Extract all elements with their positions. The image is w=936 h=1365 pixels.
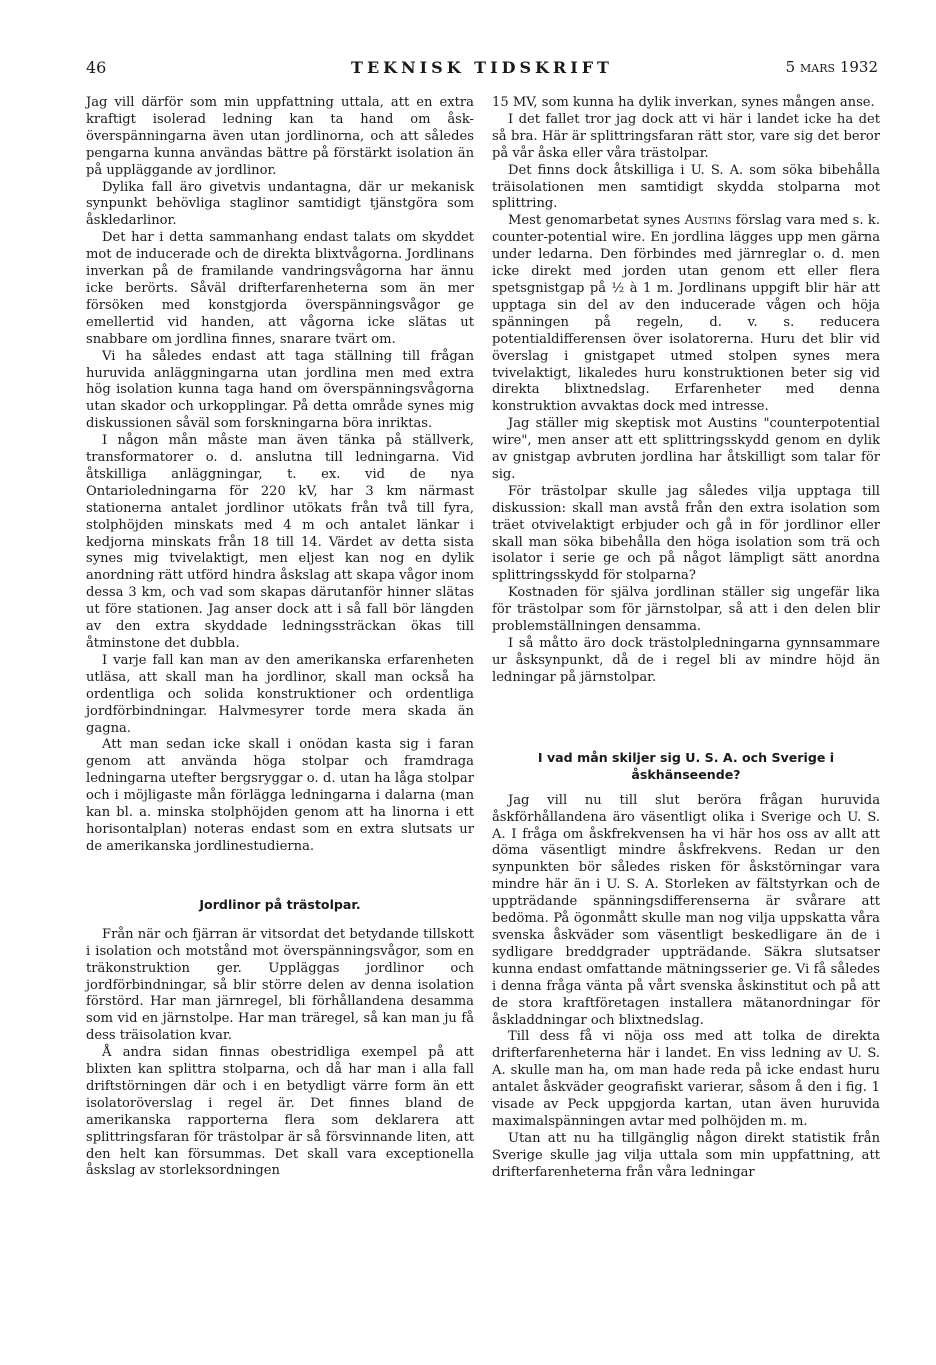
paragraph-text: Mest genomarbetat synes xyxy=(508,213,685,229)
right-column xyxy=(492,95,880,1182)
section-heading: Jordlinor på trästolpar. xyxy=(199,896,361,912)
paragraph: Å andra sidan finnas obestridliga exempel på att blixten kan splittra stolparna, och då har man i alla fall driftstörningen där och i en betydligt värre form än ett isolatoröverslag i regel är. Det finnes bland de amerikanska rapporterna flera som deklarera att splittringsfaran för trästolpar är så försvinnande liten, att den helt kan försummas. Det skall vara exceptionella åskslag av storleksordningen xyxy=(86,1045,474,1179)
issue-date xyxy=(786,58,878,76)
paragraph-text: förslag vara med s. k. counter-potential wire. En jordlina lägges upp men gärna under ledarna. Den förbindes med järnreglar o. d. men icke direkt med jorden utan genom ett eller flera spetsgnistgap på ½ à 1 m. Jordlinans uppgift blir här att upptaga sin del av den inducerade vågen och höja spänningen på regeln, d. v. s. reducera potentialdifferensen över isolatorerna. Huru det blir vid överslag i gnistgapet utmed stolpen synes mera tvivelaktigt, likaledes huru konstruktionen beter sig vid direkta blixtnedslag. Erfarenheter med denna konstruktion avvaktas dock med intresse. xyxy=(492,213,880,415)
paragraph: Jag vill nu till slut beröra frågan huruvida åskförhållandena äro väsentligt olika i Sverige och U. S. A. I fråga om åskfrekvensen ha vi här hos oss av allt att döma väsentligt mindre åskfrekvens. Redan ur den synpunkten bör således risken för åskstörningar vara mindre här än i U. S. A. Storleken av fältstyrkan och de uppträdande spänningsdifferenserna är svårare att bedöma. På ögonmått skulle man nog vilja uppskatta våra svenska åskväder som väsentligt beskedligare än de i sydligare breddgrader uppträdande. Säkra slutsatser kunna endast omfattande mätningsserier ge. Vi få således i denna fråga vänta på vårt svenska åskinstitut och på att de stora kraftföretagen installera mätanordningar för åskladdningar och blixtnedslag. xyxy=(492,792,880,1028)
section-heading: I vad mån skiljer sig U. S. A. och Sverige i åskhänseende? xyxy=(537,749,835,782)
paragraph: I det fallet tror jag dock att vi här i landet icke ha det så bra. Här är splittringsfaran rätt stor, vare sig det beror på vår åska eller våra trästolpar. xyxy=(492,111,880,161)
paragraph: Till dess få vi nöja oss med att tolka de direkta drifterfarenheterna här i landet. En viss ledning av U. S. A. skulle man ha, om man hade reda på icke endast huru antalet åskväder geografiskt varierar, såsom å den i fig. 1 visade av Peck uppgjorda kartan, utan även huruvida maximalspänningen avtar med polhöjden m. m. xyxy=(492,1029,880,1129)
paragraph: Jag vill därför som min uppfattning uttala, att en extra kraftigt isolerad ledning kan ta hand om åsk-överspänningarna även utan jordlinorna, och att således pengarna kunna användas bättre på förstärkt isolation än på uppläggande av jordlinor. xyxy=(86,95,474,178)
issue-day: 5 xyxy=(785,58,796,76)
paragraph xyxy=(492,213,880,416)
left-column xyxy=(86,95,474,1180)
paragraph: Utan att nu ha tillgänglig någon direkt statistik från Sverige skulle jag vilja uttala som min uppfattning, att drifterfarenheterna från våra ledningar xyxy=(492,1130,880,1180)
author-name: Austins xyxy=(684,213,732,229)
paragraph: Det har i detta sammanhang endast talats om skyddet mot de inducerade och de direkta blixtvågorna. Jordlinans inverkan på de framilande vandringsvågorna har ännu icke berörts. Såväl drifterfarenheterna som än mer försöken med konstgjorda överspänningsvågor ge emellertid vid handen, att vågorna icke slätas ut snabbare om jordlina finnes, snarare tvärt om. xyxy=(86,230,474,347)
paragraph: Kostnaden för själva jordlinan ställer sig ungefär lika för trästolpar som för järnstolpar, så att i den delen blir problemställningen densamma. xyxy=(492,585,880,635)
issue-month: mars xyxy=(800,58,836,76)
paragraph: Jag ställer mig skeptisk mot Austins "counterpotential wire", men anser att ett splittringsskydd genom en dylik av gnistgap avbruten jordlina har åtskilligt som talar för sig. xyxy=(492,416,880,482)
journal-title: TEKNISK TIDSKRIFT xyxy=(351,58,613,77)
paragraph: För trästolpar skulle jag således vilja upptaga till diskussion: skall man avstå från den extra isolation som träet otvivelaktigt erbjuder och gå in för jordlinor eller skall man söka bibehålla den höga isolation som trä och isolator i serie ge och på något lämpligt sätt anordna splittringsskydd för stolparna? xyxy=(492,483,880,584)
paragraph: I någon mån måste man även tänka på ställverk, transformatorer o. d. anslutna till ledningarna. Vid åtskilliga anläggningar, t. ex. vid de nya Ontarioledningarna för 220 kV, har 3 km närmast stationerna antalet jordlinor utökats från två till fyra, stolphöjden minskats med 4 m och antalet länkar i kedjorna minskats från 18 till 14. Värdet av detta sista synes mig tvivelaktigt, men eljest kan nog en dylik anordning rätt utförd hindra åskslag att skapa vågor inom dessa 3 km, och vad som skapas därutanför hinner slätas ut före stationen. Jag anser dock att i så fall bör längden av den extra skyddade ledningssträckan ökas till åtminstone det dubbla. xyxy=(86,433,474,651)
page-header xyxy=(86,58,878,80)
paragraph: 15 MV, som kunna ha dylik inverkan, synes mången anse. xyxy=(492,95,875,110)
paragraph: Att man sedan icke skall i onödan kasta sig i faran genom att använda höga stolpar och framdraga ledningarna utefter bergsryggar o. d. utan ha låga stolpar och i möjligaste mån förlägga ledningarna i dalarna (man kan bl. a. minska stolphöjden genom att ha linorna i ett horisontalplan) noteras endast som en extra slutsats ur de amerikanska jordlinestudierna. xyxy=(86,737,474,854)
paragraph: I så måtto äro dock trästolpledningarna gynnsammare ur åsksynpunkt, då de i regel bli av mindre höjd än ledningar på järnstolpar. xyxy=(492,636,880,685)
paragraph: Från när och fjärran är vitsordat det betydande tillskott i isolation och motstånd mot överspänningsvågor, som en träkonstruktion ger. Uppläggas jordlinor och jordförbindningar, så blir större delen av denna isolation förstörd. Har man järnregel, bli förhållandena desamma som vid en järnstolpe. Har man träregel, så kan man ju få dess träisolation kvar. xyxy=(86,926,474,1044)
paragraph: Dylika fall äro givetvis undantagna, där ur mekanisk synpunkt behövliga staglinor samtidigt tjänstgöra som åskledarlinor. xyxy=(86,179,474,229)
page-number: 46 xyxy=(86,58,107,77)
paragraph: Vi ha således endast att taga ställning till frågan huruvida anläggningarna utan jordlina men med extra hög isolation kunna taga hand om överspänningsvågorna utan skador och urkopplingar. På detta område synes mig diskussionen såväl som forskningarna böra inriktas. xyxy=(86,348,474,432)
paragraph: Det finns dock åtskilliga i U. S. A. som söka bibehålla träisolationen men samtidigt skydda stolparna mot splittring. xyxy=(492,162,880,212)
paragraph: I varje fall kan man av den amerikanska erfarenheten utläsa, att skall man ha jordlinor, skall man också ha ordentliga och solida konstruktioner och ordentliga jordförbindningar. Halvmesyrer torde mera skada än gagna. xyxy=(86,652,474,736)
issue-year: 1932 xyxy=(839,58,878,76)
